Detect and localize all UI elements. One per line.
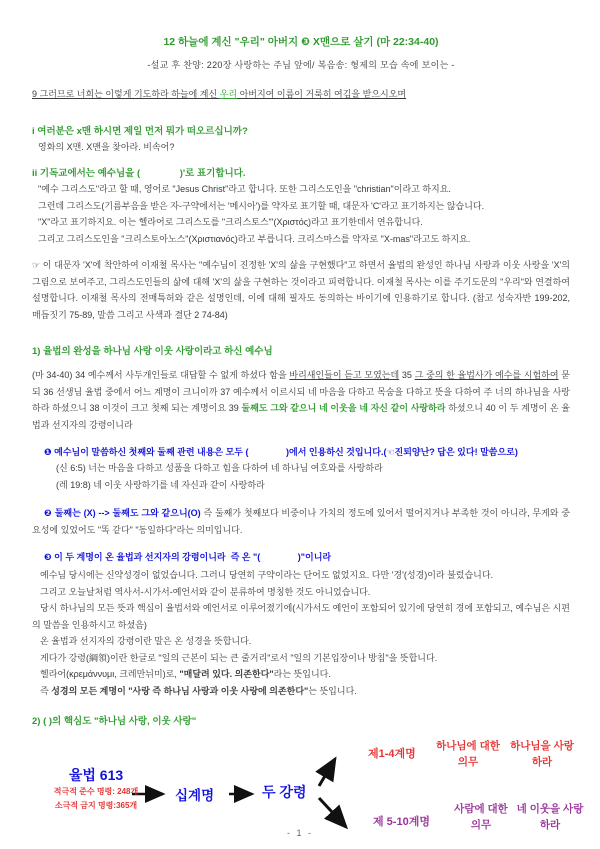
fork-arrow-up-icon	[319, 759, 335, 786]
section-1-heading: 1) 율법의 완성을 하나님 사랑 이웃 사랑이라고 하신 예수님	[32, 346, 273, 357]
text-segment: 하셨으니 40 이 두 계명이 온 율법과 선지자의 강령이니라	[32, 403, 570, 430]
point-3-lead: ❸ 이 두 계명이 온 율법과 선지자의 강령이니라 즉 온 "( )"이니라	[44, 552, 332, 562]
text-segment: ❷ 둘째는 (X) --> 둘째도 그와 같으니(O)	[44, 508, 201, 518]
law-613-notes	[40, 785, 152, 813]
point-1-lead: ❶ 예수님이 말씀하신 첫째와 둘째 관련 내용은 모두 ( )에서 인용하신 것입니다.(☜진퇴양난? 답은 있다! 말씀으로)	[44, 447, 518, 457]
two-principles-node: 두 강령	[262, 784, 307, 800]
body-paragraph-4	[32, 633, 570, 650]
explanation-line-4: 그리고 그리스도인을 "크리스토아노스"(Χριστιανός)라고 부릅니다. 크리스마스를 약자로 "X-mas"라고도 하지요.	[38, 233, 471, 244]
body-paragraph-1	[32, 567, 570, 584]
text-segment: 우리	[219, 89, 238, 99]
explanation-line-2: 그런데 그리스도(기름부음을 받은 자-구약에서는 '메시아')를 약자로 표기할 때, 대문자 'C'라고 표기하지는 않습니다.	[38, 200, 485, 211]
page-title: 12 하늘에 계신 "우리" 아버지 ❸ X맨으로 살기 (마 22:34-40)	[163, 36, 439, 48]
text-segment: 즉	[40, 685, 52, 696]
question-ii: ii 기독교에서는 예수님을 ( )'로 표기합니다.	[32, 168, 246, 179]
text-segment: 헬라어(κρεμάννυμι, 크레만뉘미)로,	[40, 669, 180, 679]
text-segment: 는 뜻입니다.	[308, 685, 357, 696]
body-paragraph-3	[32, 600, 570, 633]
explanation-line-3: "X"라고 표기하지요. 이는 헬라어로 그리스도를 "크리스토스"'(Χριστός)라고 표기한데서 연유합니다.	[38, 217, 423, 227]
explanation-line-1: "예수 그리스도"라고 할 때, 영어로 "Jesus Christ"라고 합니다. 또한 그리스도인을 "christian"이라고 하지요.	[38, 184, 451, 194]
law-positive-note: 적극적 준수 명령: 248개	[53, 787, 139, 796]
text-segment: 바리새인들이 듣고 모였는데	[289, 370, 400, 380]
body-paragraph-7	[32, 683, 570, 700]
text-segment: 성경의 모든 계명이 "사랑 즉 하나님 사랑과 이웃 사랑에 의존한다"	[51, 685, 309, 696]
body-paragraph-5	[32, 650, 570, 667]
fork-arrow-down-icon	[319, 798, 346, 827]
note-paragraph: ☞ 이 대문자 'X'에 착안하여 이재철 목사는 "예수님이 진정한 'X'의 삶을 구현했다"고 하면서 율법의 완성인 하나님 사랑과 이웃 사랑을 'X'의 그림으로 보여주고, 그리스도인들의 삶에 대해 'X'의 삶을 구현하는 것이라고 피력합니다. 이재철 목사는 이를 주기도문의 "우리"와 연결하여 설명합니다. 이재철 목사의 전매특허와 같은 설명인데, 이에 대해 필자도 동의하는 바이기에 인용하기로 합니다. (참고 성숙자반 199-202, 매듭짓기 75-89, 말씀 그리고 사색과 결단 2 74-84)	[32, 260, 570, 320]
branch-bottom-duty: 사람에 대한 의무	[454, 803, 508, 831]
text-segment: 당시 하나님의 모든 뜻과 핵심이 율법서와 예언서로 이루어졌기에(시가서도 예언이 포함되어 있기에 당연히 경에 포함되고, 예수님은 시편의 말씀을 인용하시고 하셨음)	[32, 603, 570, 630]
text-segment: "매달려 있다. 의존한다"	[179, 669, 274, 679]
scripture-ref-lev: (레 19:8) 네 이웃 사랑하기를 네 자신과 같이 사랑하라	[56, 479, 265, 490]
text-segment: 즉 둘째가 첫째보다 비중이나 가치의 정도에 있어서 떨어지거나 부족한 것이 아니라, 무게와 중요성에 있었어도 "똑 같다" "동일하다"라는 의미입니다.	[32, 508, 570, 535]
branch-bottom-label: 제 5-10계명	[373, 816, 430, 828]
question-i-answer: 영화의 X맨. X맨을 찾아라. 비속어?	[38, 141, 175, 152]
page-number: - 1 -	[286, 828, 313, 838]
branch-top-command: 하나님을 사랑하라	[510, 740, 574, 768]
law-negative-note: 소극적 금지 명령:365개	[54, 801, 138, 810]
section-2-heading: 2) ( )의 핵심도 "하나님 사랑, 이웃 사랑"	[32, 716, 197, 727]
text-segment: (마 34-40) 34 예수께서 사두개인들로 대답할 수 없게 하셨다 함을	[32, 370, 290, 380]
body-paragraph-6	[32, 666, 570, 683]
text-segment: 그 중의 한 율법사가 예수를 시험하여	[414, 370, 559, 380]
lords-prayer-verse	[32, 86, 570, 103]
text-segment: 묻되 36 선생님 율법 중에서 어느 계명이 크니이까 37 예수께서 이르시되 네 마음을 다하고 목숨을 다하고 뜻을 다하여 주 너의 하나님을 사랑하라 하셨으니 38 이것이 크고 첫째 되는 계명이요 39	[32, 370, 570, 413]
branch-top-label: 제1-4계명	[368, 748, 416, 760]
text-segment: 온 율법과 선지자의 강령이란 말은 온 성경을 뜻합니다.	[40, 636, 252, 646]
text-segment: 9 그러므로 너희는 이렇게 기도하라 하늘에 계신	[32, 89, 220, 99]
body-paragraph-2	[32, 584, 570, 601]
law-613-node: 율법 613	[68, 767, 124, 783]
text-segment: 라는 뜻입니다.	[273, 669, 331, 679]
branch-top-duty: 하나님에 대한 의무	[436, 740, 500, 768]
subtitle-hymn-line: -설교 후 찬양: 220장 사랑하는 주님 앞에/ 복음송: 형제의 모습 속에 보이는 -	[147, 60, 455, 70]
text-segment: 35	[399, 370, 415, 380]
branch-bottom-command: 네 이웃을 사랑하라	[516, 803, 584, 831]
question-i: i 여러분은 x맨 하시면 제일 먼저 뭐가 떠오르십니까?	[32, 125, 248, 137]
text-segment: 게다가 강령(綱領)이란 한글로 "일의 근본이 되는 큰 줄거리"로서 "일의 기본입장이나 방침"을 뜻합니다.	[40, 652, 438, 663]
point-2-paragraph	[32, 505, 570, 538]
scripture-ref-deut: (신 6:5) 너는 마음을 다하고 성품을 다하고 힘을 다하여 네 하나님 여호와를 사랑하라	[56, 463, 383, 473]
text-segment: 아버지여 이름이 거룩히 여김을 받으시오며	[237, 89, 407, 99]
text-segment: 그리고 오늘날처럼 역사서-시가서-예언서와 같이 분류하여 명칭한 것도 아니었습니다.	[40, 586, 371, 597]
text-segment: 둘째도 그와 같으니 네 이웃을 네 자신 같이 사랑하라	[241, 403, 446, 413]
scripture-passage	[32, 367, 570, 433]
ten-commandments-node: 십계명	[175, 788, 215, 803]
text-segment: 예수님 당시에는 신약성경이 없었습니다. 그러니 당연히 구약이라는 단어도 없었지요. 다만 '경'(성경)이라 불렀습니다.	[40, 570, 494, 580]
